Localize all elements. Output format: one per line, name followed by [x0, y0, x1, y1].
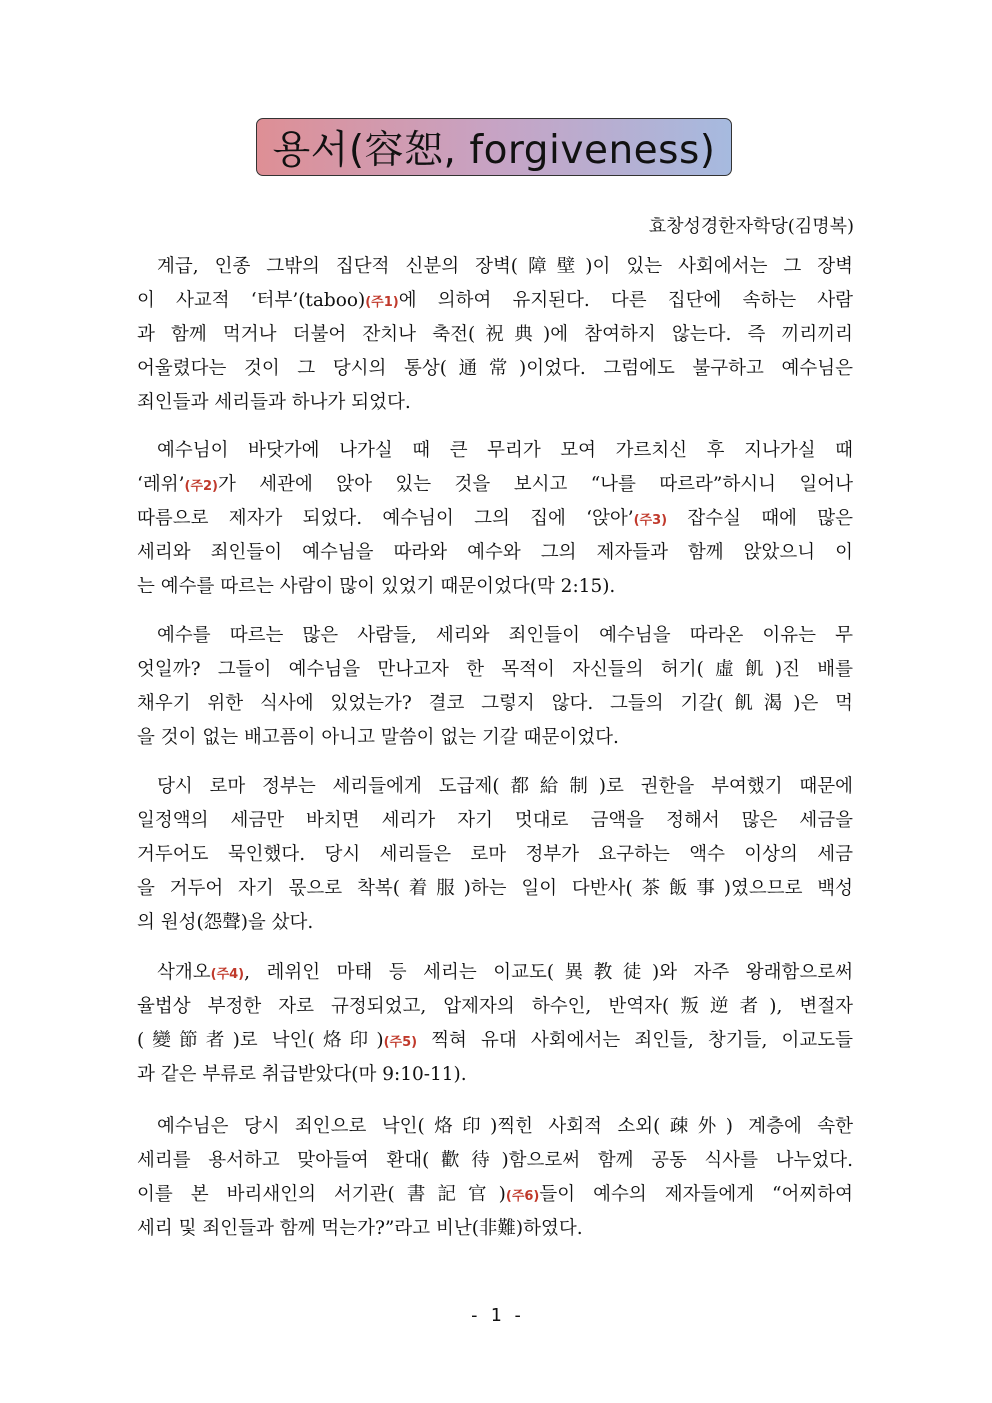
text-line: [137, 1058, 853, 1092]
text-segment: , 레위인 마태 등 세리는 이교도(異教徒)와 자주 왕래함으로써: [244, 962, 853, 983]
text-segment: 과 같은 부류로 취급받았다(마 9:10-11).: [137, 1064, 467, 1085]
footnote-marker: (주6): [505, 1189, 540, 1204]
text-segment: 당시 로마 정부는 세리들에게 도급제(都給制)로 권한을 부여했기 때문에: [157, 776, 853, 797]
text-segment: 계급, 인종 그밖의 집단적 신분의 장벽(障壁)이 있는 사회에서는 그 장벽: [157, 256, 853, 277]
paragraph-1: [137, 250, 853, 420]
footnote-marker: (주5): [383, 1035, 418, 1050]
text-line: [137, 721, 853, 755]
text-segment: 세리를 용서하고 맞아들여 환대(歡待)함으로써 함께 공동 식사를 나누었다.: [137, 1150, 853, 1171]
paragraph-4: [137, 770, 853, 940]
text-segment: 죄인들과 세리들과 하나가 되었다.: [137, 392, 411, 413]
paragraph-6: [137, 1110, 853, 1246]
text-segment: 엇일까? 그들이 예수님을 만나고자 한 목적이 자신들의 허기(虛飢)진 배를: [137, 659, 853, 680]
text-line: [137, 318, 853, 352]
text-segment: 가 세관에 앉아 있는 것을 보시고 “나를 따르라”하시니 일어나: [218, 474, 853, 495]
paragraph-3: [137, 619, 853, 755]
text-line: [137, 1144, 853, 1178]
text-line: [137, 838, 853, 872]
author-line: 효창성경한자학당(김명복): [648, 216, 854, 237]
text-line: [137, 653, 853, 687]
text-line: [137, 434, 853, 468]
text-segment: 따름으로 제자가 되었다. 예수님이 그의 집에 ‘앉아’: [137, 508, 634, 529]
text-segment: (變節者)로 낙인(烙印): [137, 1030, 384, 1051]
text-line: [137, 872, 853, 906]
text-line: [137, 990, 853, 1024]
paragraph-5: [137, 956, 853, 1092]
text-line: [137, 1212, 853, 1246]
text-segment: 어울렸다는 것이 그 당시의 통상(通常)이었다. 그럼에도 불구하고 예수님은: [137, 358, 853, 379]
text-segment: 예수를 따르는 많은 사람들, 세리와 죄인들이 예수님을 따라온 이유는 무: [157, 625, 853, 646]
text-line: [137, 1024, 853, 1058]
text-line: [137, 386, 853, 420]
page-number: - 1 -: [468, 1305, 524, 1326]
text-line: [137, 619, 853, 653]
text-line: [137, 536, 853, 570]
text-segment: 을 것이 없는 배고픔이 아니고 말씀이 없는 기갈 때문이었다.: [137, 727, 619, 748]
page-title: 용서(容恕, forgiveness): [272, 128, 716, 173]
text-segment: 일정액의 세금만 바치면 세리가 자기 멋대로 금액을 정해서 많은 세금을: [137, 810, 853, 831]
text-segment: 거두어도 묵인했다. 당시 세리들은 로마 정부가 요구하는 액수 이상의 세금: [137, 844, 853, 865]
text-segment: 의 원성(怨聲)을 샀다.: [137, 912, 314, 933]
text-segment: 채우기 위한 식사에 있었는가? 결코 그렇지 않다. 그들의 기갈(飢渴)은 먹: [137, 693, 853, 714]
text-line: [137, 770, 853, 804]
text-line: [137, 570, 853, 604]
text-line: [137, 502, 853, 536]
paragraph-2: [137, 434, 853, 604]
text-segment: 이를 본 바리새인의 서기관(書記官): [137, 1184, 506, 1205]
text-line: [137, 352, 853, 386]
text-segment: 예수님이 바닷가에 나가실 때 큰 무리가 모여 가르치신 후 지나가실 때: [157, 440, 853, 461]
text-segment: 는 예수를 따르는 사람이 많이 있었기 때문이었다(막 2:15).: [137, 576, 616, 597]
text-line: [137, 284, 853, 318]
text-segment: 과 함께 먹거나 더불어 잔치나 축전(祝典)에 참여하지 않는다. 즉 끼리끼리: [137, 324, 853, 345]
text-line: [137, 956, 853, 990]
text-segment: 을 거두어 자기 몫으로 착복(着服)하는 일이 다반사(茶飯事)였으므로 백성: [137, 878, 853, 899]
footnote-marker: (주4): [210, 967, 245, 982]
text-segment: 세리와 죄인들이 예수님을 따라와 예수와 그의 제자들과 함께 앉았으니 이: [137, 542, 853, 563]
text-line: [137, 468, 853, 502]
footnote-marker: (주1): [365, 295, 399, 310]
text-segment: 예수님은 당시 죄인으로 낙인(烙印)찍힌 사회적 소외(疎外) 계층에 속한: [157, 1116, 853, 1137]
text-segment: 찍혀 유대 사회에서는 죄인들, 창기들, 이교도들: [417, 1030, 853, 1051]
text-segment: ‘레위’: [137, 474, 185, 495]
footnote-marker: (주2): [184, 479, 219, 494]
text-line: [137, 687, 853, 721]
footnote-marker: (주3): [633, 513, 668, 528]
text-segment: 삭개오: [157, 962, 211, 983]
text-line: [137, 906, 853, 940]
text-segment: 에 의하여 유지된다. 다른 집단에 속하는 사람: [398, 290, 853, 311]
title-box: [256, 118, 732, 176]
text-line: [137, 250, 853, 284]
text-segment: 세리 및 죄인들과 함께 먹는가?”라고 비난(非難)하였다.: [137, 1218, 583, 1239]
text-segment: 잡수실 때에 많은: [667, 508, 853, 529]
text-segment: 이 사교적 ‘터부’(taboo): [137, 290, 366, 311]
text-line: [137, 804, 853, 838]
text-segment: 율법상 부정한 자로 규정되었고, 압제자의 하수인, 반역자(叛逆者), 변절자: [137, 996, 853, 1017]
text-line: [137, 1110, 853, 1144]
text-segment: 들이 예수의 제자들에게 “어찌하여: [539, 1184, 853, 1205]
text-line: [137, 1178, 853, 1212]
